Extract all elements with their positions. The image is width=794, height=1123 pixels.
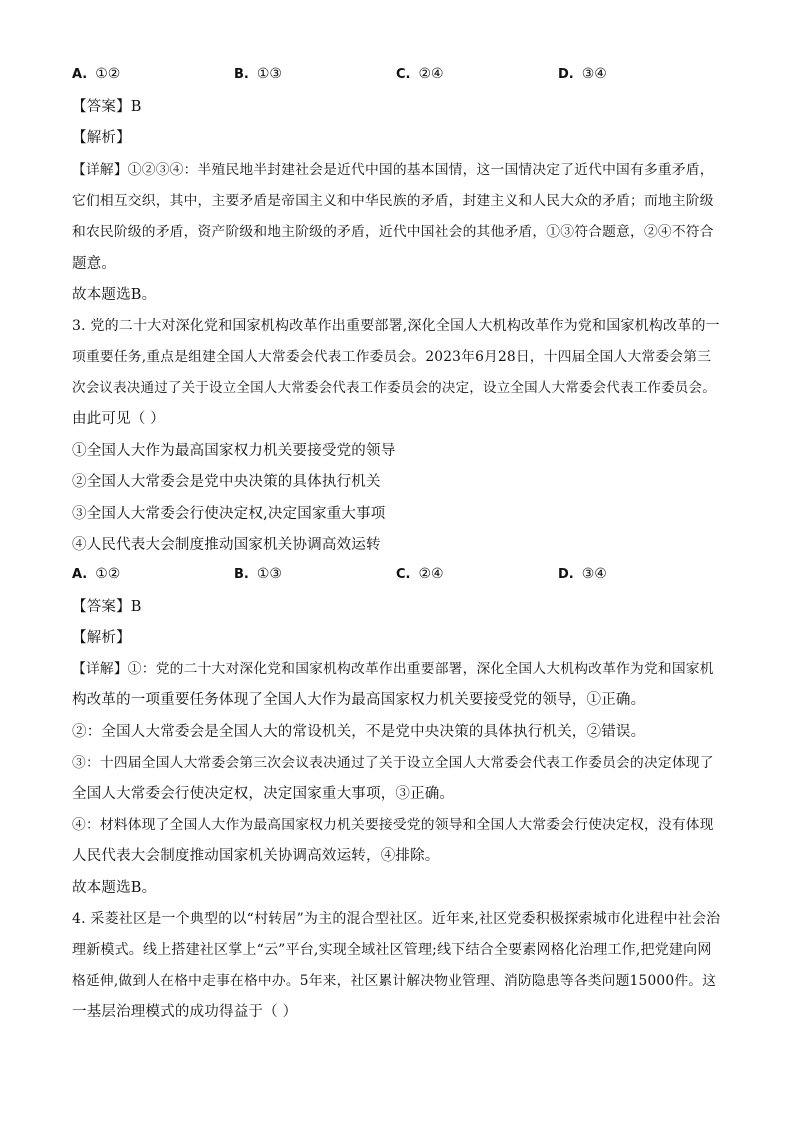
q3-item: ④人民代表大会制度推动国家机关协调高效运转 bbox=[72, 537, 381, 553]
option-key: C. bbox=[396, 67, 411, 82]
option-key: A. bbox=[72, 567, 88, 582]
q3-stem-line: 次会议表决通过了关于设立全国人大常委会代表工作委员会的决定，设立全国人大常委会代表工作委员会。 bbox=[72, 380, 716, 396]
q3-detail-line: ④：材料体现了全国人大作为最高国家权力机关要接受党的领导和全国人大常委会行使决定权，没有体现 bbox=[72, 817, 714, 833]
q3-item: ①全国人大作为最高国家权力机关要接受党的领导 bbox=[72, 443, 396, 459]
q3-detail-line: 构改革的一项重要任务体现了全国人大作为最高国家权力机关要接受党的领导，①正确。 bbox=[72, 692, 646, 708]
option-text: ③④ bbox=[581, 566, 607, 582]
q3-detail-line: ②：全国人大常委会是全国人大的常设机关，不是党中央决策的具体执行机关，②错误。 bbox=[72, 724, 646, 740]
option-key: D. bbox=[558, 67, 574, 82]
q2-option-b[interactable] bbox=[234, 66, 282, 82]
option-key: D. bbox=[558, 567, 574, 582]
q3-option-a[interactable] bbox=[72, 566, 120, 582]
q3-detail-line: 全国人大常委会行使决定权，决定国家重大事项，③正确。 bbox=[72, 786, 455, 802]
q4-stem-line: 4. 采菱社区是一个典型的以“村转居”为主的混合型社区。近年来,社区党委积极探索城市化进程中社会治 bbox=[72, 911, 721, 927]
q2-answer: 【答案】B bbox=[72, 99, 142, 115]
option-text: ①② bbox=[95, 66, 121, 82]
option-text: ①③ bbox=[256, 566, 282, 582]
q2-option-c[interactable] bbox=[396, 66, 444, 82]
q3-detail-line: 【详解】①：党的二十大对深化党和国家机构改革作出重要部署，深化全国人大机构改革作为党和国家机 bbox=[72, 661, 714, 677]
option-text: ①② bbox=[95, 566, 121, 582]
option-text: ③④ bbox=[581, 66, 607, 82]
q2-options bbox=[72, 66, 712, 86]
q3-option-d[interactable] bbox=[558, 566, 607, 582]
option-text: ②④ bbox=[418, 66, 444, 82]
q2-detail-line: 【详解】①②③④：半殖民地半封建社会是近代中国的基本国情，这一国情决定了近代中国有多重矛盾， bbox=[72, 162, 714, 178]
option-key: C. bbox=[396, 567, 411, 582]
q4-stem-line: 理新模式。线上搭建社区掌上“云”平台,实现全域社区管理;线下结合全要素网格化治理工作,把党建向网 bbox=[72, 942, 712, 958]
q2-detail-line: 和农民阶级的矛盾，资产阶级和地主阶级的矛盾，近代中国社会的其他矛盾，①③符合题意，②④不符合 bbox=[72, 224, 714, 240]
q3-stem-line: 由此可见（ ） bbox=[72, 411, 166, 427]
q3-conclusion: 故本题选B。 bbox=[72, 880, 157, 896]
option-text: ②④ bbox=[418, 566, 444, 582]
q3-options bbox=[72, 566, 712, 586]
q3-stem-line: 项重要任务,重点是组建全国人大常委会代表工作委员会。2023年6月28日，十四届全国人大常委会第三 bbox=[72, 349, 712, 365]
q2-detail-line: 它们相互交织，其中，主要矛盾是帝国主义和中华民族的矛盾，封建主义和人民大众的矛盾；而地主阶级 bbox=[72, 193, 714, 209]
q3-option-b[interactable] bbox=[234, 566, 282, 582]
q2-analysis-label: 【解析】 bbox=[72, 130, 131, 146]
q2-detail-line: 题意。 bbox=[72, 256, 117, 272]
option-key: A. bbox=[72, 67, 88, 82]
q3-option-c[interactable] bbox=[396, 566, 444, 582]
q2-option-a[interactable] bbox=[72, 66, 120, 82]
q3-answer: 【答案】B bbox=[72, 599, 142, 615]
q3-detail-line: ③：十四届全国人大常委会第三次会议表决通过了关于设立全国人大常委会代表工作委员会的决定体现了 bbox=[72, 755, 714, 771]
option-text: ①③ bbox=[256, 66, 282, 82]
q3-item: ③全国人大常委会行使决定权,决定国家重大事项 bbox=[72, 506, 386, 522]
option-key: B. bbox=[234, 567, 249, 582]
q2-conclusion: 故本题选B。 bbox=[72, 287, 157, 303]
q2-option-d[interactable] bbox=[558, 66, 607, 82]
q3-detail-line: 人民代表大会制度推动国家机关协调高效运转，④排除。 bbox=[72, 848, 440, 864]
q3-analysis-label: 【解析】 bbox=[72, 630, 131, 646]
q3-stem-line: 3. 党的二十大对深化党和国家机构改革作出重要部署,深化全国人大机构改革作为党和国家机构改革的一 bbox=[72, 318, 720, 334]
q4-stem-line: 一基层治理模式的成功得益于（ ） bbox=[72, 1004, 298, 1020]
option-key: B. bbox=[234, 67, 249, 82]
q4-stem-line: 格延伸,做到人在格中走事在格中办。5年来，社区累计解决物业管理、消防隐患等各类问题15000件。这 bbox=[72, 973, 717, 989]
q3-item: ②全国人大常委会是党中央决策的具体执行机关 bbox=[72, 474, 381, 490]
